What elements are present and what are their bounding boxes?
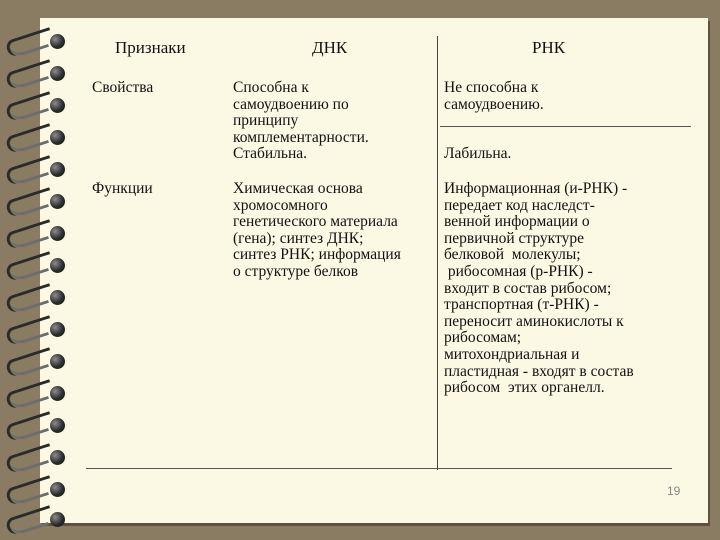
binding-ring-icon [6, 284, 68, 310]
binding-ring-icon [6, 412, 68, 438]
binding-ring-icon [6, 28, 68, 54]
binding-ring-icon [6, 252, 68, 278]
binding-ring-icon [6, 444, 68, 470]
row-label-functions: Функции [92, 180, 153, 197]
binding-ring-icon [6, 380, 68, 406]
cell-dna-properties: Способна к самоудвоению по принципу комплементарности. Стабильна. [233, 79, 369, 163]
spiral-binding [0, 0, 80, 540]
header-dna: ДНК [312, 38, 348, 57]
header-features: Признаки [115, 38, 186, 57]
binding-ring-icon [6, 476, 68, 502]
binding-ring-icon [6, 316, 68, 342]
page-number: 19 [667, 484, 681, 498]
cell-rna-properties: Не способна к самоудвоению. Лабильна. [444, 79, 544, 163]
binding-ring-icon [6, 156, 68, 182]
column-divider [437, 36, 438, 470]
binding-ring-icon [6, 348, 68, 374]
row-label-properties: Свойства [92, 79, 154, 96]
header-rna: РНК [532, 38, 566, 57]
binding-ring-icon [6, 124, 68, 150]
cell-dna-functions: Химическая основа хромосомного генетического материала (гена); синтез ДНК; синтез РНК; информация о структуре белков [233, 180, 401, 280]
binding-ring-icon [6, 60, 68, 86]
binding-ring-icon [6, 506, 68, 532]
binding-ring-icon [6, 220, 68, 246]
table-bottom-line [86, 468, 672, 469]
binding-ring-icon [6, 92, 68, 118]
cell-rna-functions: Информационная (и-РНК) - передает код наследст- венной информации о первичной структуре белковой молекулы; рибосомная (р-РНК) - входит в состав рибосом; транспортная (т-РНК) - переносит аминокислоты к рибосомам; митохондриальная и пластидная - входят в состав рибосом этих органелл. [444, 180, 634, 397]
binding-ring-icon [6, 188, 68, 214]
